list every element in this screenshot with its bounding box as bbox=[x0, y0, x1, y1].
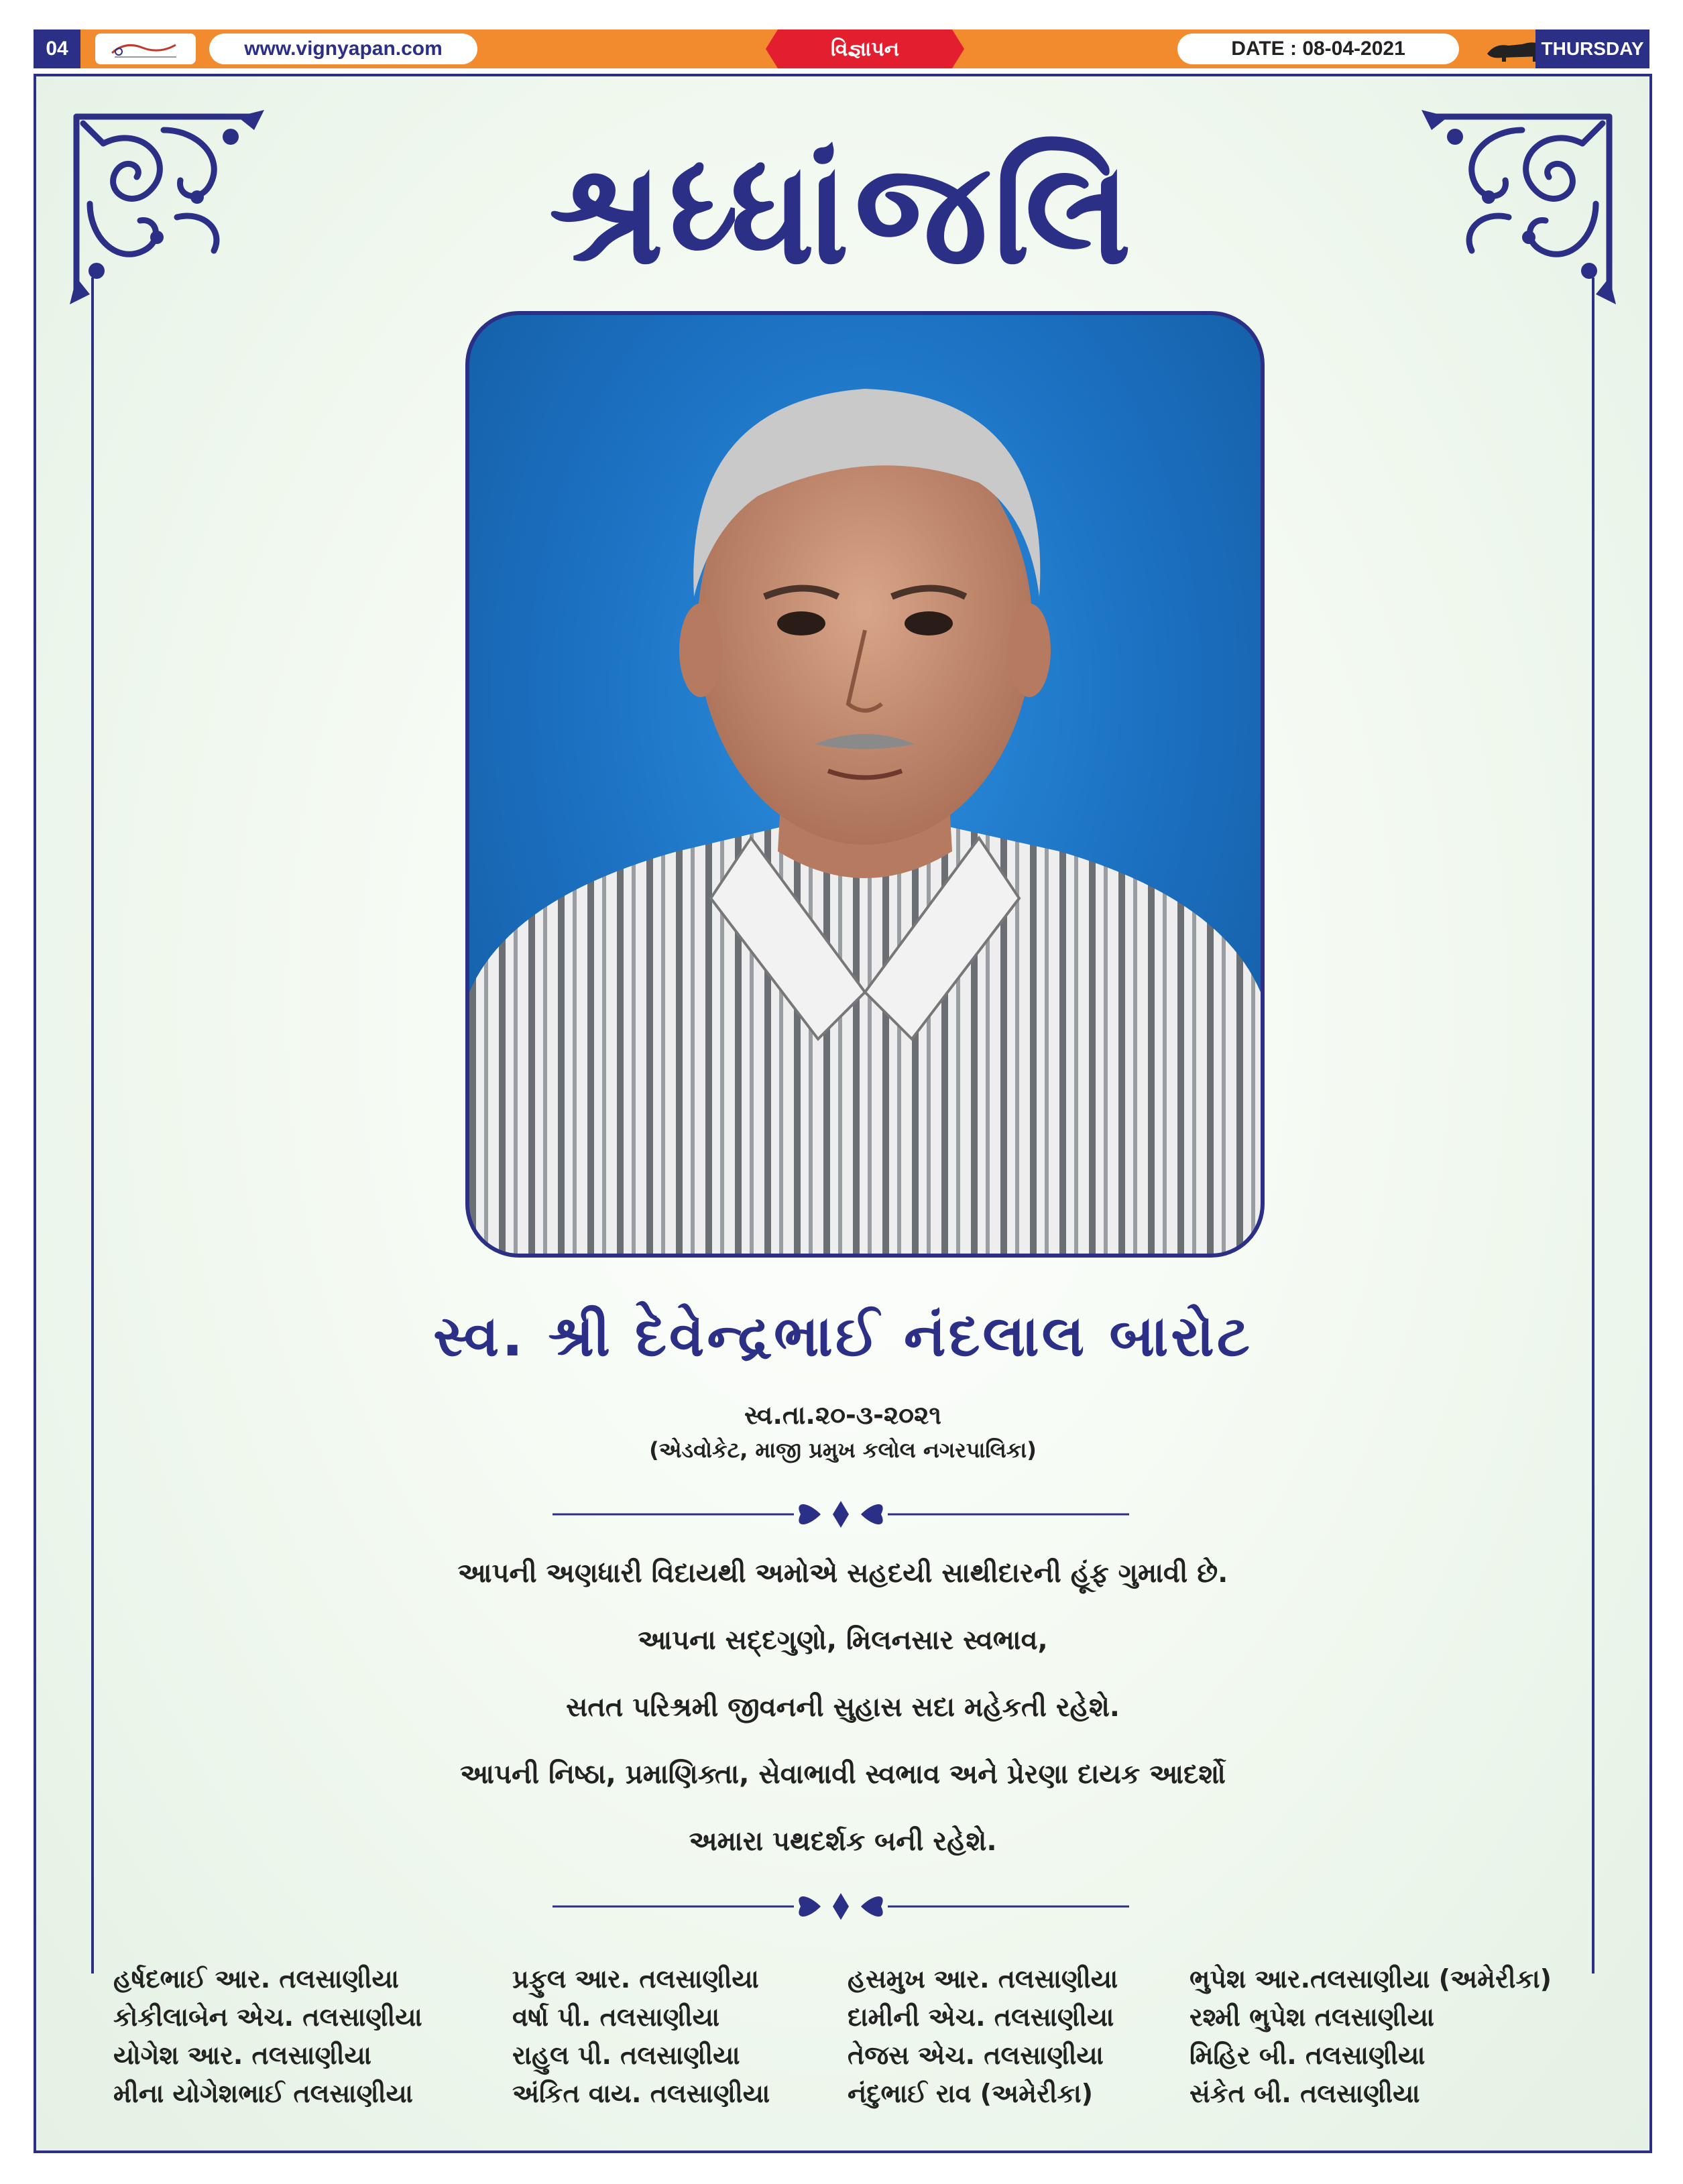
issue-date: DATE : 08-04-2021 bbox=[1177, 34, 1459, 64]
mourner-name: મિહિર બી. તલસાણીયા bbox=[1189, 2041, 1426, 2070]
mourner-name: હસમુખ આર. તલસાણીયા bbox=[848, 1964, 1118, 1994]
mourner-name: ભુપેશ આર.તલસાણીયા (અમેરીકા) bbox=[1189, 1964, 1552, 1994]
mourner-name: મીના યોગેશભાઈ તલસાણીયા bbox=[113, 2079, 413, 2108]
website-link[interactable]: www.vignyapan.com bbox=[209, 34, 477, 64]
mourner-name: હર્ષદભાઈ આર. તલસાણીયા bbox=[113, 1964, 399, 1994]
message-line-3: સતત પરિશ્રમી જીવનની સુહાસ સદા મહેકતી રહેશે. bbox=[566, 1692, 1120, 1723]
publication-logo bbox=[95, 34, 196, 64]
message-line-5: અમારા પથદર્શક બની રહેશે. bbox=[689, 1826, 997, 1857]
floral-divider-icon bbox=[553, 1886, 1129, 1927]
issue-day: THURSDAY bbox=[1535, 29, 1649, 68]
mourner-name: યોગેશ આર. તલસાણીયા bbox=[113, 2041, 371, 2070]
mourners-column-4 bbox=[1189, 1960, 1552, 2113]
designation: (એડવોકેટ, માજી પ્રમુખ કલોલ નગરપાલિકા) bbox=[649, 1437, 1037, 1463]
mourner-name: અંકિત વાય. તલસાણીયા bbox=[512, 2079, 770, 2108]
mourner-name: તેજસ એચ. તલસાણીયા bbox=[848, 2041, 1104, 2070]
mourner-name: પ્રફુલ આર. તલસાણીયા bbox=[512, 1964, 759, 1994]
mourner-name: વર્ષા પી. તલસાણીયા bbox=[512, 2002, 720, 2032]
mourner-name: રશ્મી ભુપેશ તલસાણીયા bbox=[1189, 2002, 1435, 2032]
mourner-name: નંદુભાઈ રાવ (અમેરીકા) bbox=[848, 2079, 1093, 2108]
section-label: વિજ્ઞાપન bbox=[778, 29, 952, 68]
tribute-ad-frame bbox=[34, 74, 1652, 2153]
mourners-column-2 bbox=[512, 1960, 770, 2113]
tribute-title: શ્રધ્ધાંજલિ bbox=[548, 131, 1137, 296]
deceased-name: સ્વ. શ્રી દેવેન્દ્રભાઈ નંદલાલ બારોટ bbox=[433, 1303, 1253, 1369]
mourner-name: કોકીલાબેન એચ. તલસાણીયા bbox=[113, 2002, 422, 2032]
mourner-name: રાહુલ પી. તલસાણીયા bbox=[512, 2041, 740, 2070]
portrait-photo bbox=[465, 311, 1265, 1258]
mourner-name: સંકેત બી. તલસાણીયા bbox=[1189, 2079, 1420, 2108]
death-date: સ્વ.તા.૨૦-૩-૨૦૨૧ bbox=[744, 1400, 941, 1430]
mourners-column-1 bbox=[113, 1960, 422, 2113]
masthead-strip bbox=[34, 29, 1649, 68]
message-line-1: આપની અણધારી વિદાયથી અમોએ સહદયી સાથીદારની હૂંફ ગુમાવી છે. bbox=[457, 1558, 1228, 1589]
person-portrait-icon bbox=[469, 315, 1261, 1254]
mourners-column-3 bbox=[848, 1960, 1118, 2113]
page-number: 04 bbox=[34, 29, 80, 68]
mourner-name: દામીની એચ. તલસાણીયા bbox=[848, 2002, 1114, 2032]
message-line-4: આપની નિષ્ઠા, પ્રમાણિક્તા, સેવાભાવી સ્વભાવ અને પ્રેરણા દાયક આદર્શો bbox=[460, 1759, 1226, 1790]
logo-icon bbox=[105, 37, 186, 61]
floral-divider-icon bbox=[553, 1494, 1129, 1534]
message-line-2: આપના સદ્દગુણો, મિલનસાર સ્વભાવ, bbox=[638, 1625, 1048, 1656]
